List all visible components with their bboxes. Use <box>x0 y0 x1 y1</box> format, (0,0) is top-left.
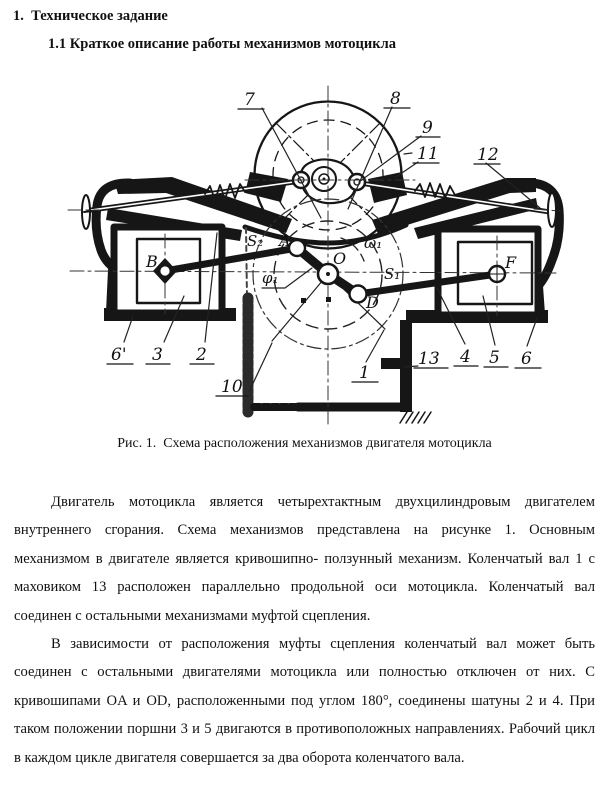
paragraph-1: Двигатель мотоцикла является четырехтактным двухцилиндровым двигателем внутреннего сгорания. Схема механизмов представлена на рисунке 1. Основным механизмом в двигателе является кривошипно- ползунный механизм. Коленчатый вал 1 с маховиком 13 расположен параллельно продольной оси мотоцикла. Коленчатый вал соединен с остальными механизмами муфтой сцепления. <box>14 494 595 624</box>
label-S2: S₂ <box>247 232 264 250</box>
label-1: 1 <box>359 363 370 383</box>
section-heading: 1. Техническое задание <box>13 8 168 24</box>
crank-pin-A <box>289 240 305 256</box>
label-6-prime: 6' <box>111 345 127 365</box>
figure-1 <box>0 81 609 452</box>
label-5: 5 <box>489 348 500 368</box>
label-4: 4 <box>460 347 471 367</box>
label-10: 10 <box>221 377 243 397</box>
crank-pin-D <box>350 286 367 303</box>
label-8: 8 <box>390 89 401 109</box>
ground-hatch <box>400 412 431 423</box>
label-6: 6 <box>521 349 532 369</box>
label-A: A <box>279 231 291 250</box>
label-B: B <box>146 252 158 271</box>
engine-diagram <box>0 81 609 426</box>
label-11: 11 <box>417 144 439 164</box>
label-O: O <box>333 249 347 268</box>
label-9: 9 <box>422 118 433 138</box>
label-12: 12 <box>477 145 499 165</box>
label-D: D <box>366 293 379 312</box>
label-phi1: φ₁ <box>262 269 279 287</box>
subsection-heading: 1.1 Краткое описание работы механизмов мотоцикла <box>48 36 396 52</box>
piston-pin-F <box>488 265 506 283</box>
label-omega1: ω₁ <box>364 234 383 252</box>
label-2: 2 <box>196 345 207 365</box>
figure-caption: Рис. 1. Схема расположения механизмов двигателя мотоцикла <box>117 436 492 451</box>
label-S1: S₁ <box>384 265 401 283</box>
valve-left <box>82 195 92 229</box>
label-13: 13 <box>418 349 440 369</box>
label-7: 7 <box>244 90 255 110</box>
label-F: F <box>505 253 517 272</box>
paragraph-2: В зависимости от расположения муфты сцепления коленчатый вал может быть соединен с остальными двигателями мотоцикла или полностью отключен от них. С кривошипами OA и OD, расположенными под углом 180°, соединены шатуны 2 и 4. При таком положении поршни 3 и 5 двигаются в противоположных направлениях. Рабочий цикл в каждом цикле двигателя совершается за два оборота коленчатого вала. <box>14 636 595 766</box>
label-3: 3 <box>152 345 163 365</box>
rocker-hub <box>293 159 365 203</box>
